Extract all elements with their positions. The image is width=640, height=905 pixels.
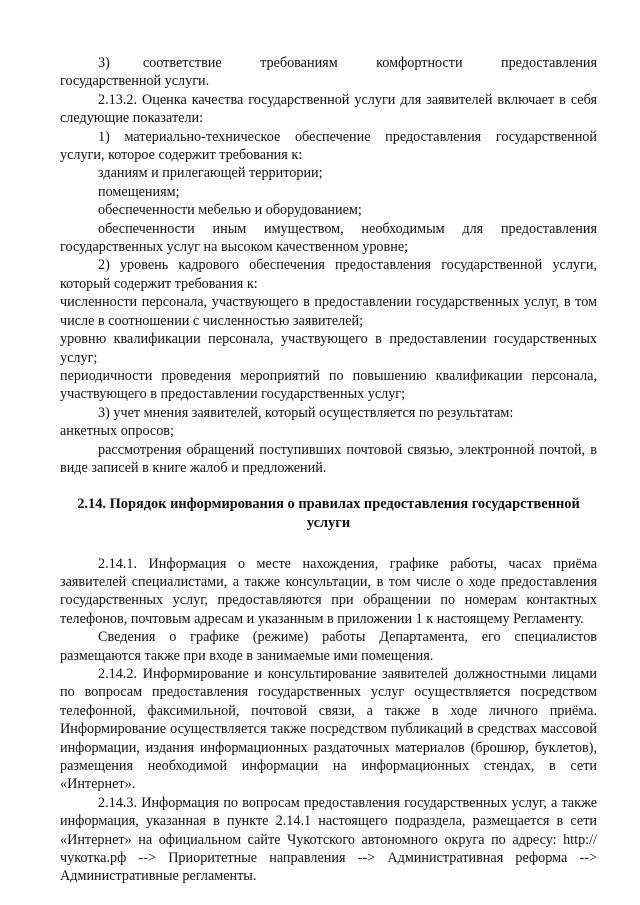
- paragraph-2-13-2: 2.13.2. Оценка качества государственной услуги для заявителей включает в себя следующие показатели:: [60, 91, 597, 127]
- section-heading-2-14: 2.14. Порядок информирования о правилах предоставления государственной услуги: [77, 496, 580, 531]
- list-subitem-premises: помещениям;: [98, 183, 180, 200]
- paragraph-2-14-2: 2.14.2. Информирование и консультирование заявителей должностными лицами по вопросам предоставления государственных услуг осуществляется посредством телефонной, факсимильной, почтовой связи, а также в ходе личного приёма. Информирование осуществляется также посредством публикаций в средствах массовой информации, издания информационных раздаточных материалов (брошюр, буклетов), размещения необходимой информации на информационных стендах, в сети «Интернет».: [60, 665, 597, 793]
- list-subitem-property: обеспеченности иным имуществом, необходимым для предоставления государственных услуг на высоком качественном уровне;: [60, 220, 597, 256]
- list-subitem-qualification: уровню квалификации персонала, участвующего в предоставлении государственных услуг;: [60, 331, 597, 366]
- list-item-material: 1) материально-техническое обеспечение предоставления государственной услуги, которое содержит требования к:: [60, 128, 597, 164]
- list-item-feedback: 3) учет мнения заявителей, который осуществляется по результатам:: [98, 404, 514, 421]
- list-item-staffing: 2) уровень кадрового обеспечения предоставления государственной услуги, который содержит требования к:: [60, 257, 597, 292]
- item-comfort-text: соответствие требованиям комфортности предоставления государственной услуги.: [60, 55, 597, 90]
- list-subitem-buildings: зданиям и прилегающей территории;: [98, 165, 323, 182]
- item-comfort: [60, 54, 597, 91]
- list-subitem-training: периодичности проведения мероприятий по повышению квалификации персонала, участвующего в предоставлении государственных услуг;: [60, 367, 597, 403]
- paragraph-2-14-1: 2.14.1. Информация о месте нахождения, графике работы, часах приёма заявителей специалистами, а также консультации, в том числе о ходе предоставления государственных услуг, предоставляются при обращении по номерам контактных телефонов, почтовым адресам и указанным в приложении 1 к настоящему Регламенту.: [60, 555, 597, 627]
- document-page: [60, 54, 597, 886]
- list-subitem-furniture: обеспеченности мебелью и оборудованием;: [98, 202, 362, 219]
- item-comfort-number: 3): [98, 55, 110, 71]
- list-subitem-complaints: рассмотрения обращений поступивших почтовой связью, электронной почтой, в виде записей в книге жалоб и предложений.: [60, 441, 597, 476]
- list-subitem-staff-count: численности персонала, участвующего в предоставлении государственных услуг, в том числе в соотношении с численностью заявителей;: [60, 294, 597, 329]
- paragraph-2-14-3: 2.14.3. Информация по вопросам предоставления государственных услуг, а также информация, указанная в пункте 2.14.1 настоящего подраздела, размещается в сети «Интернет» на официальном сайте Чукотского автономного округа по адресу: http://чукотка.рф --> Приоритетные направления --> Административная реформа --> Административные регламенты.: [60, 794, 597, 885]
- list-subitem-surveys: анкетных опросов;: [60, 423, 174, 440]
- paragraph-schedule: Сведения о графике (режиме) работы Департамента, его специалистов размещаются также при входе в занимаемые ими помещения.: [60, 629, 597, 664]
